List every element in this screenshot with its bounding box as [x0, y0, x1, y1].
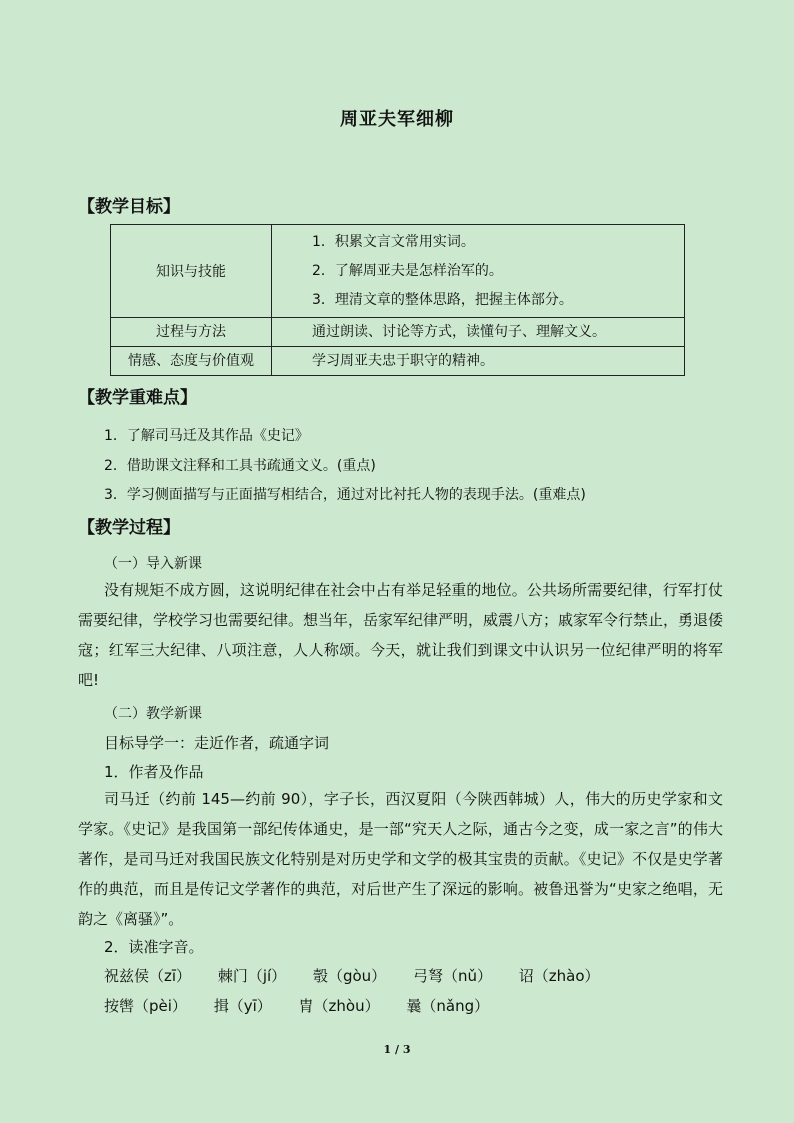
- difficulty-item: 2．借助课文注释和工具书疏通文义。(重点): [104, 458, 376, 474]
- table-row: [111, 318, 685, 347]
- step-title: （一）导入新课: [104, 556, 202, 572]
- pinyin-item: 彀（gòu）: [312, 967, 387, 985]
- pinyin-item: 胄（zhòu）: [298, 997, 380, 1015]
- pinyin-list: [104, 965, 622, 986]
- subsection-heading: 2．读准字音。: [104, 938, 204, 956]
- table-cell-items: 通过朗读、讨论等方式，读懂句子、理解文义。: [272, 318, 685, 347]
- pinyin-item: 揖（yī）: [213, 997, 272, 1015]
- table-cell-category: 知识与技能: [111, 225, 272, 318]
- table-cell-items: [272, 225, 685, 318]
- subsection-heading: 1．作者及作品: [104, 763, 204, 781]
- author-paragraph: 司马迁（约前 145—约前 90），字子长，西汉夏阳（今陕西韩城）人，伟大的历史学家和文学家。《史记》是我国第一部纪传体通史，是一部“究天人之际，通古今之变，成一家之言”的伟大著作，是司马迁对我国民族文化特别是对历史学和文学的极其宝贵的贡献。《史记》不仅是史学著作的典范，而且是传记文学著作的典范，对后世产生了深远的影响。被鲁迅誉为“史家之绝唱，无韵之《离骚》”。: [78, 790, 723, 928]
- difficulties-heading: 【教学重难点】: [78, 388, 197, 408]
- pinyin-item: 曩（nǎng）: [406, 997, 490, 1015]
- intro-paragraph: 没有规矩不成方圆，这说明纪律在社会中占有举足轻重的地位。公共场所需要纪律，行军打仗需要纪律，学校学习也需要纪律。想当年，岳家军纪律严明，威震八方；戚家军令行禁止，勇退倭寇；红军三大纪律、八项注意，人人称颂。今天，就让我们到课文中认识另一位纪律严明的将军吧!: [78, 581, 724, 689]
- difficulty-item: 1．了解司马迁及其作品《史记》: [104, 428, 309, 444]
- page-title: 周亚夫军细柳: [340, 109, 454, 130]
- pinyin-item: 诏（zhào）: [518, 967, 600, 985]
- pinyin-item: 按辔（pèi）: [104, 997, 187, 1015]
- objectives-table: [110, 224, 685, 376]
- table-cell-category: 过程与方法: [111, 318, 272, 347]
- objective-item: 1．积累文言文常用实词。: [312, 233, 475, 250]
- goal-heading: 目标导学一：走近作者，疏通字词: [104, 734, 330, 752]
- objective-item: 3．理清文章的整体思路，把握主体部分。: [312, 291, 573, 308]
- objectives-heading: 【教学目标】: [78, 197, 180, 217]
- page-number: 1 / 3: [383, 1043, 411, 1056]
- table-row: [111, 225, 685, 318]
- difficulty-item: 3．学习侧面描写与正面描写相结合，通过对比衬托人物的表现手法。(重难点): [104, 487, 586, 503]
- table-row: [111, 347, 685, 376]
- pinyin-item: 棘门（jí）: [217, 967, 287, 985]
- pinyin-list: [104, 995, 511, 1016]
- pinyin-item: 祝兹侯（zī）: [104, 967, 192, 985]
- process-heading: 【教学过程】: [78, 518, 180, 538]
- table-cell-items: 学习周亚夫忠于职守的精神。: [272, 347, 685, 376]
- step-title: （二）教学新课: [104, 706, 202, 722]
- objective-item: 2．了解周亚夫是怎样治军的。: [312, 262, 503, 279]
- pinyin-item: 弓弩（nǔ）: [412, 967, 492, 985]
- table-cell-category: 情感、态度与价值观: [111, 347, 272, 376]
